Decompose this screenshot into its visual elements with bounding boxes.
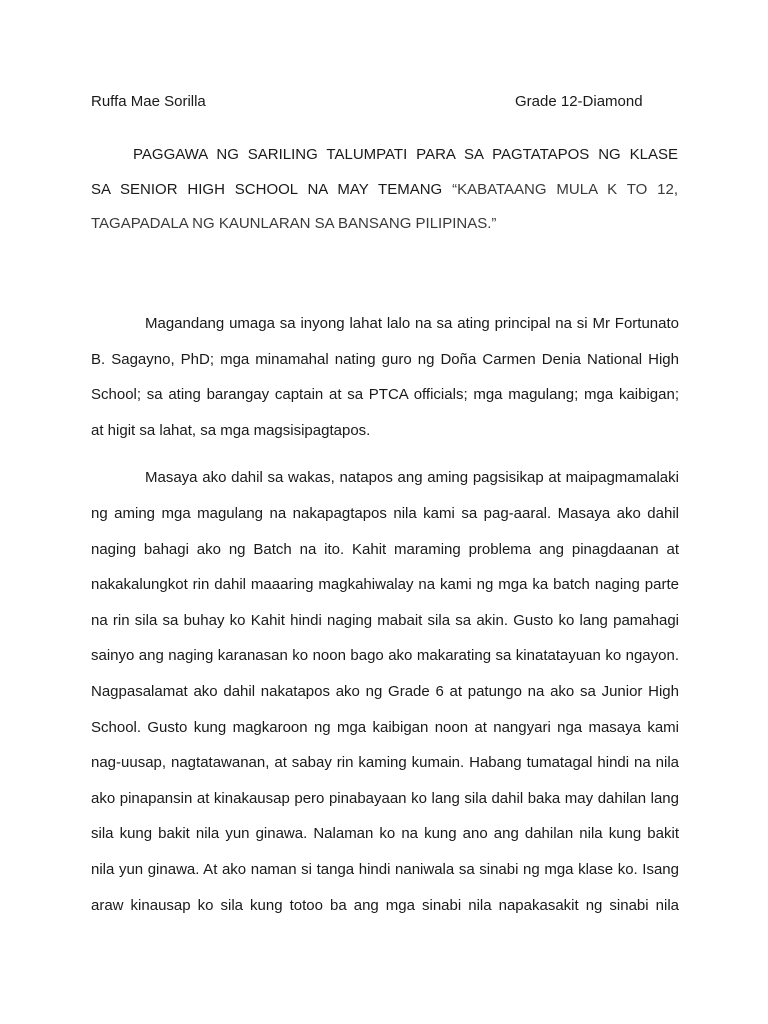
paragraph-line: nila yun ginawa. At ako naman si tanga hindi naniwala sa sinabi ng mga klase ko. Isang xyxy=(91,860,679,878)
title-theme-end: TAGAPADALA NG KAUNLARAN SA BANSANG PILIPINAS.” xyxy=(91,215,497,232)
paragraph-line: nakakalungkot rin dahil maaaring magkahiwalay na kami ng mga ka batch naging parte xyxy=(91,576,679,594)
paragraph-line: nag-uusap, nagtatawanan, at sabay rin kaming kumain. Habang tumatagal hindi na nila xyxy=(91,754,679,772)
paragraph-line: na rin sila sa buhay ko Kahit hindi naging mabait sila sa akin. Gusto ko lang pamahagi xyxy=(91,611,679,629)
grade-section: Grade 12-Diamond xyxy=(515,93,643,110)
paragraph-line: naging bahagi ako ng Batch na ito. Kahit maraming problema ang pinagdaanan at xyxy=(91,540,679,558)
paragraph-line: Magandang umaga sa inyong lahat lalo na sa ating principal na si Mr Fortunato xyxy=(145,315,679,332)
paragraph-line: B. Sagayno, PhD; mga minamahal nating guro ng Doña Carmen Denia National High xyxy=(91,350,679,368)
paragraph-line: Masaya ako dahil sa wakas, natapos ang aming pagsisikap at maipagmamalaki xyxy=(145,469,679,487)
title-line-1: PAGGAWA NG SARILING TALUMPATI PARA SA PAGTATAPOS NG KLASE xyxy=(133,146,678,163)
document-header xyxy=(91,92,681,112)
paragraph-line: School; sa ating barangay captain at sa PTCA officials; mga magulang; mga kaibigan; xyxy=(91,386,679,404)
paragraph-line: School. Gusto kung magkaroon ng mga kaibigan noon at nangyari nga masaya kami xyxy=(91,718,679,736)
paragraph-line: araw kinausap ko sila kung totoo ba ang mga sinabi nila napakasakit ng sinabi nila xyxy=(91,896,679,914)
paragraph-line: ako pinapansin at kinakausap pero pinabayaan ko lang sila dahil baka may dahilan lang xyxy=(91,789,679,807)
speech-body xyxy=(91,306,679,923)
paragraph-story xyxy=(91,460,679,923)
title-line-2 xyxy=(91,173,678,208)
paragraph-line: at higit sa lahat, sa mga magsisipagtapos. xyxy=(91,421,371,439)
speech-title xyxy=(91,138,678,242)
title-line-2-prefix: SA SENIOR HIGH SCHOOL NA MAY TEMANG xyxy=(91,180,443,198)
paragraph-line: sainyo ang naging karanasan ko noon bago ako makarating sa kinatatayuan ko ngayon. xyxy=(91,647,679,665)
paragraph-line: ng aming mga magulang na nakapagtapos nila kami sa pag-aaral. Masaya ako dahil xyxy=(91,504,679,522)
paragraph-line: Nagpasalamat ako dahil nakatapos ako ng Grade 6 at patungo na ako sa Junior High xyxy=(91,682,679,700)
title-theme-start: “KABATAANG MULA K TO 12, xyxy=(452,180,679,198)
paragraph-greeting xyxy=(91,306,679,448)
paragraph-line: sila kung bakit nila yun ginawa. Nalaman ko na kung ano ang dahilan nila kung bakit xyxy=(91,825,679,843)
author-name: Ruffa Mae Sorilla xyxy=(91,93,206,110)
